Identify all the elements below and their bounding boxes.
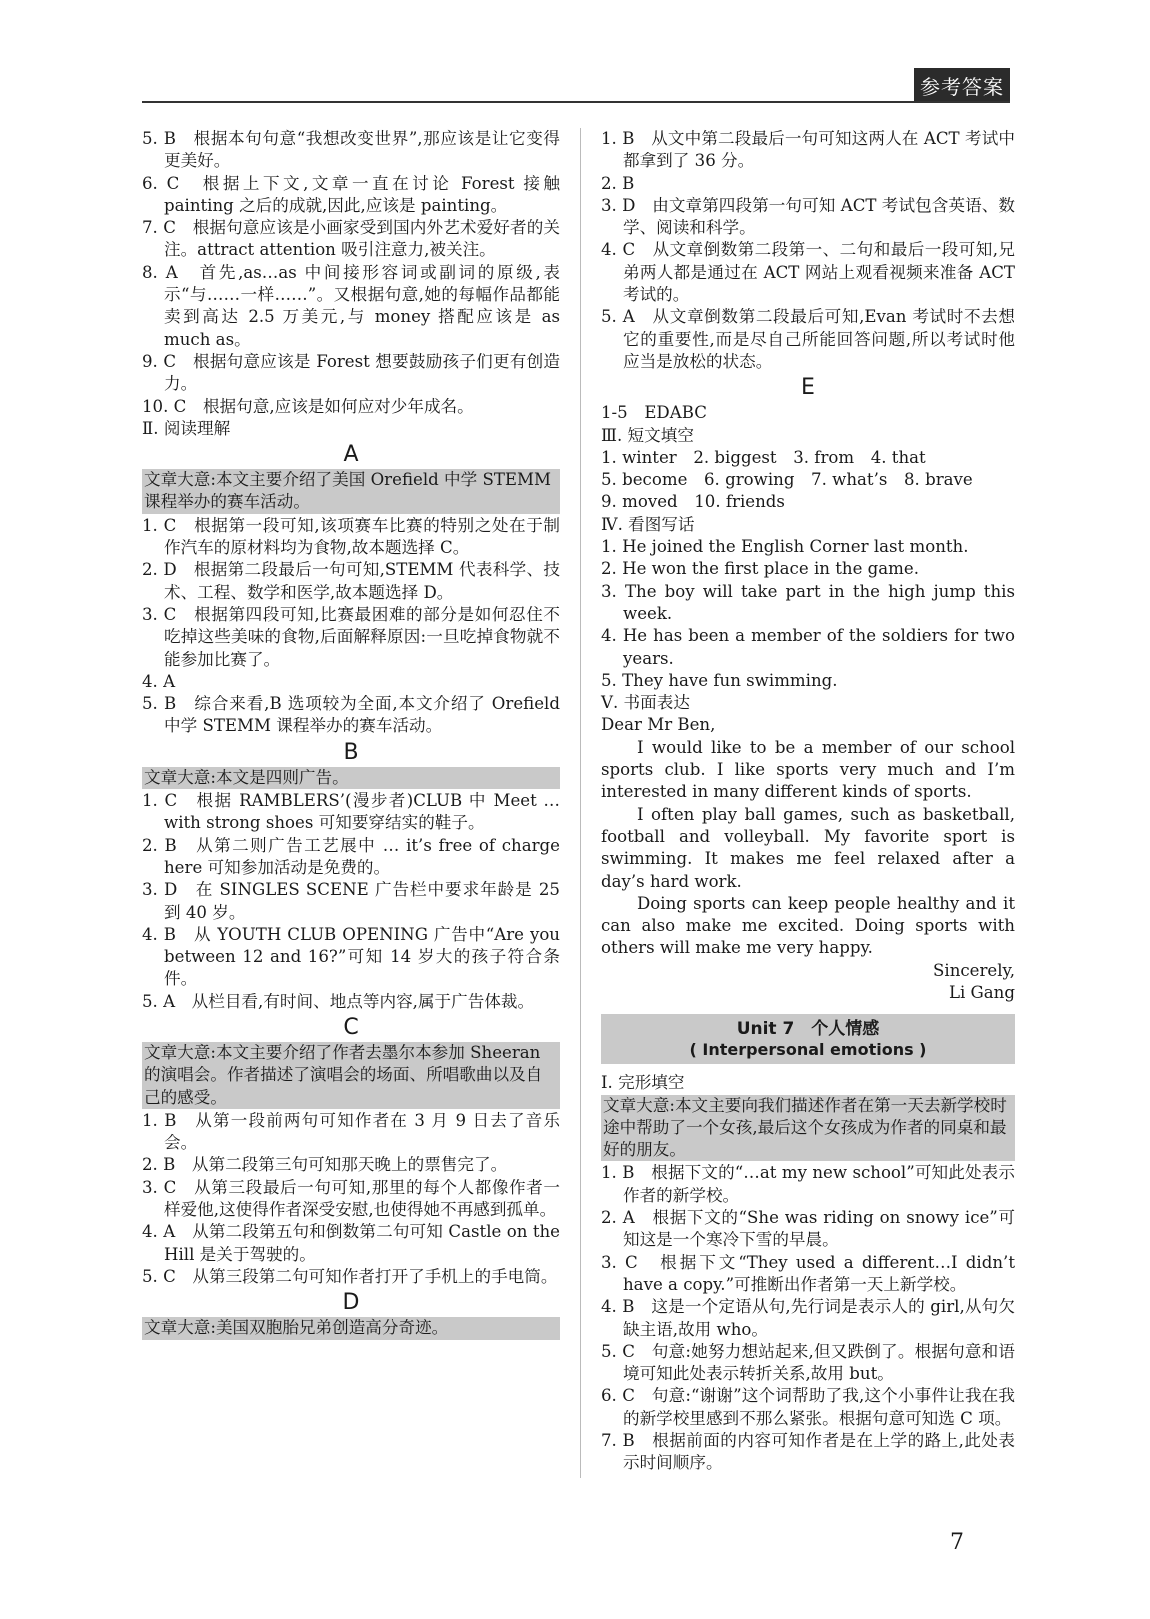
unit-title: Unit 7 个人情感 [736, 1019, 880, 1040]
answer-item: 5. A 从文章倒数第二段最后可知,Evan 考试时不去想它的重要性,而是尽自己所能回答问题,所以考试时他应当是放松的状态。 [601, 307, 1015, 371]
letter-greeting: Dear Mr Ben, [601, 715, 716, 735]
section-letter-d: D [342, 1290, 360, 1316]
answer-item: 4. He has been a member of the soldiers for two years. [601, 626, 1015, 668]
answer-item: 4. C 从文章倒数第二段第一、二句和最后一段可知,兄弟两人都是通过在 ACT 网站上观看视频来准备 ACT 考试的。 [601, 240, 1015, 305]
answer-item: 1. B 根据下文的“…at my new school”可知此处表示作者的新学校。 [601, 1163, 1015, 1205]
letter-closing: Sincerely, [933, 960, 1015, 980]
summary-d: 文章大意:美国双胞胎兄弟创造高分奇迹。 [142, 1317, 560, 1339]
summary-a: 文章大意:本文主要介绍了美国 Orefield 中学 STEMM 课程举办的赛车活动。 [142, 469, 560, 514]
fill-row: 9. moved 10. friends [601, 492, 785, 512]
section-letter-a: A [343, 442, 359, 468]
section-heading-fill: Ⅲ. 短文填空 [601, 425, 694, 445]
summary-cloze: 文章大意:本文主要向我们描述作者在第一天去新学校时途中帮助了一个女孩,最后这个女孩成为作者的同桌和最好的朋友。 [601, 1095, 1015, 1162]
answer-item: 3. D 在 SINGLES SCENE 广告栏中要求年龄是 25 到 40 岁。 [142, 880, 560, 922]
answer-item: 8. A 首先,as…as 中间接形容词或副词的原级,表示“与……一样……”。又根据句意,她的每幅作品都能卖到高达 2.5 万美元,与 money 搭配应该是 as much as。 [142, 262, 560, 349]
answer-item: 7. B 根据前面的内容可知作者是在上学的路上,此处表示时间顺序。 [601, 1431, 1015, 1473]
unit-subtitle: ( Interpersonal emotions ) [689, 1040, 927, 1060]
answer-item: 5. They have fun swimming. [601, 670, 838, 690]
left-column [142, 128, 560, 1341]
summary-c: 文章大意:本文主要介绍了作者去墨尔本参加 Sheeran 的演唱会。作者描述了演唱会的场面、所唱歌曲以及自己的感受。 [142, 1042, 560, 1109]
answer-item: 2. B 从第二段第三句可知那天晚上的票售完了。 [142, 1155, 508, 1175]
answer-item: 4. B 从 YOUTH CLUB OPENING 广告中“Are you between 12 and 16?”可知 14 岁大的孩子符合条件。 [142, 924, 560, 989]
section-heading-picture: Ⅳ. 看图写话 [601, 514, 695, 534]
answer-item: 2. D 根据第二段最后一句可知,STEMM 代表科学、技术、工程、数学和医学,故本题选择 D。 [142, 560, 560, 602]
answer-item: 3. The boy will take part in the high jump this week. [601, 581, 1015, 623]
answer-item: 1. C 根据 RAMBLERS’(漫步者)CLUB 中 Meet … with strong shoes 可知要穿结实的鞋子。 [142, 791, 560, 833]
answer-item: 2. B 从第二则广告工艺展中 … it’s free of charge here 可知参加活动是免费的。 [142, 835, 560, 877]
section-heading-reading: Ⅱ. 阅读理解 [142, 418, 231, 438]
answer-item: 3. D 由文章第四段第一句可知 ACT 考试包含英语、数学、阅读和科学。 [601, 195, 1015, 238]
answer-item: 5. C 从第三段第二句可知作者打开了手机上的手电筒。 [142, 1266, 558, 1286]
answer-line-e: 1-5 EDABC [601, 403, 707, 423]
section-letter-c: C [343, 1014, 359, 1040]
section-letter-e: E [801, 375, 815, 401]
letter-paragraph: Doing sports can keep people healthy and it can also make me excited. Doing sports with others will make me very happy. [601, 893, 1015, 958]
answer-item: 2. He won the first place in the game. [601, 559, 920, 579]
section-heading-writing: Ⅴ. 书面表达 [601, 693, 690, 713]
answer-item: 6. C 根据上下文,文章一直在讨论 Forest 接触 painting 之后的成就,因此,应该是 painting。 [142, 173, 560, 215]
answer-item: 1. C 根据第一段可知,该项赛车比赛的特别之处在于制作汽车的原材料均为食物,故本题选择 C。 [142, 515, 560, 558]
page-number: 7 [950, 1530, 964, 1555]
unit-title-box [601, 1014, 1015, 1064]
header-tag: 参考答案 [914, 68, 1010, 103]
summary-b: 文章大意:本文是四则广告。 [142, 767, 560, 789]
answer-item: 1. B 从第一段前两句可知作者在 3 月 9 日去了音乐会。 [142, 1110, 560, 1153]
answer-item: 10. C 根据句意,应该是如何应对少年成名。 [142, 396, 474, 416]
answer-item: 2. A 根据下文的“She was riding on snowy ice”可知这是一个寒冷下雪的早晨。 [601, 1208, 1015, 1250]
letter-paragraph: I often play ball games, such as basketball, football and volleyball. My favorite sport is swimming. It makes me feel relaxed after a day’s hard work. [601, 804, 1015, 891]
answer-item: 5. A 从栏目看,有时间、地点等内容,属于广告体裁。 [142, 991, 535, 1011]
answer-item: 2. B [601, 173, 635, 193]
letter-paragraph: I would like to be a member of our school sports club. I like sports very much and I’m interested in many different kinds of sports. [601, 737, 1015, 802]
fill-row: 1. winter 2. biggest 3. from 4. that [601, 447, 926, 467]
answer-item: 3. C 根据第四段可知,比赛最困难的部分是如何忍住不吃掉这些美味的食物,后面解释原因:一旦吃掉食物就不能参加比赛了。 [142, 604, 560, 669]
answer-item: 5. B 综合来看,B 选项较为全面,本文介绍了 Orefield 中学 STEMM 课程举办的赛车活动。 [142, 694, 560, 736]
answer-item: 5. B 根据本句句意“我想改变世界”,那应该是让它变得更美好。 [142, 129, 560, 171]
header-rule [142, 101, 1010, 103]
fill-row: 5. become 6. growing 7. what’s 8. brave [601, 470, 973, 490]
answer-item: 6. C 句意:“谢谢”这个词帮助了我,这个小事件让我在我的新学校里感到不那么紧张。根据句意可知选 C 项。 [601, 1386, 1015, 1428]
answer-item: 4. B 这是一个定语从句,先行词是表示人的 girl,从句欠缺主语,故用 who。 [601, 1297, 1015, 1339]
letter-signature: Li Gang [948, 982, 1015, 1002]
column-divider [580, 128, 581, 1478]
section-letter-b: B [343, 739, 359, 765]
answer-item: 4. A 从第二段第五句和倒数第二句可知 Castle on the Hill 是关于驾驶的。 [142, 1222, 560, 1264]
answer-item: 9. C 根据句意应该是 Forest 想要鼓励孩子们更有创造力。 [142, 351, 560, 394]
answer-item: 1. He joined the English Corner last month. [601, 537, 969, 557]
section-heading-cloze: Ⅰ. 完形填空 [601, 1073, 685, 1093]
answer-item: 3. C 根据下文“They used a different…I didn’t have a copy.”可推断出作者第一天上新学校。 [601, 1252, 1015, 1294]
answer-item: 4. A [142, 671, 176, 691]
answer-item: 1. B 从文中第二段最后一句可知这两人在 ACT 考试中都拿到了 36 分。 [601, 129, 1015, 171]
right-column [601, 128, 1015, 1475]
answer-item: 7. C 根据句意应该是小画家受到国内外艺术爱好者的关注。attract attention 吸引注意力,被关注。 [142, 218, 560, 260]
answer-item: 5. C 句意:她努力想站起来,但又跌倒了。根据句意和语境可知此处表示转折关系,故用 but。 [601, 1341, 1015, 1384]
answer-item: 3. C 从第三段最后一句可知,那里的每个人都像作者一样爱他,这使得作者深受安慰,也使得她不再感到孤单。 [142, 1177, 560, 1220]
